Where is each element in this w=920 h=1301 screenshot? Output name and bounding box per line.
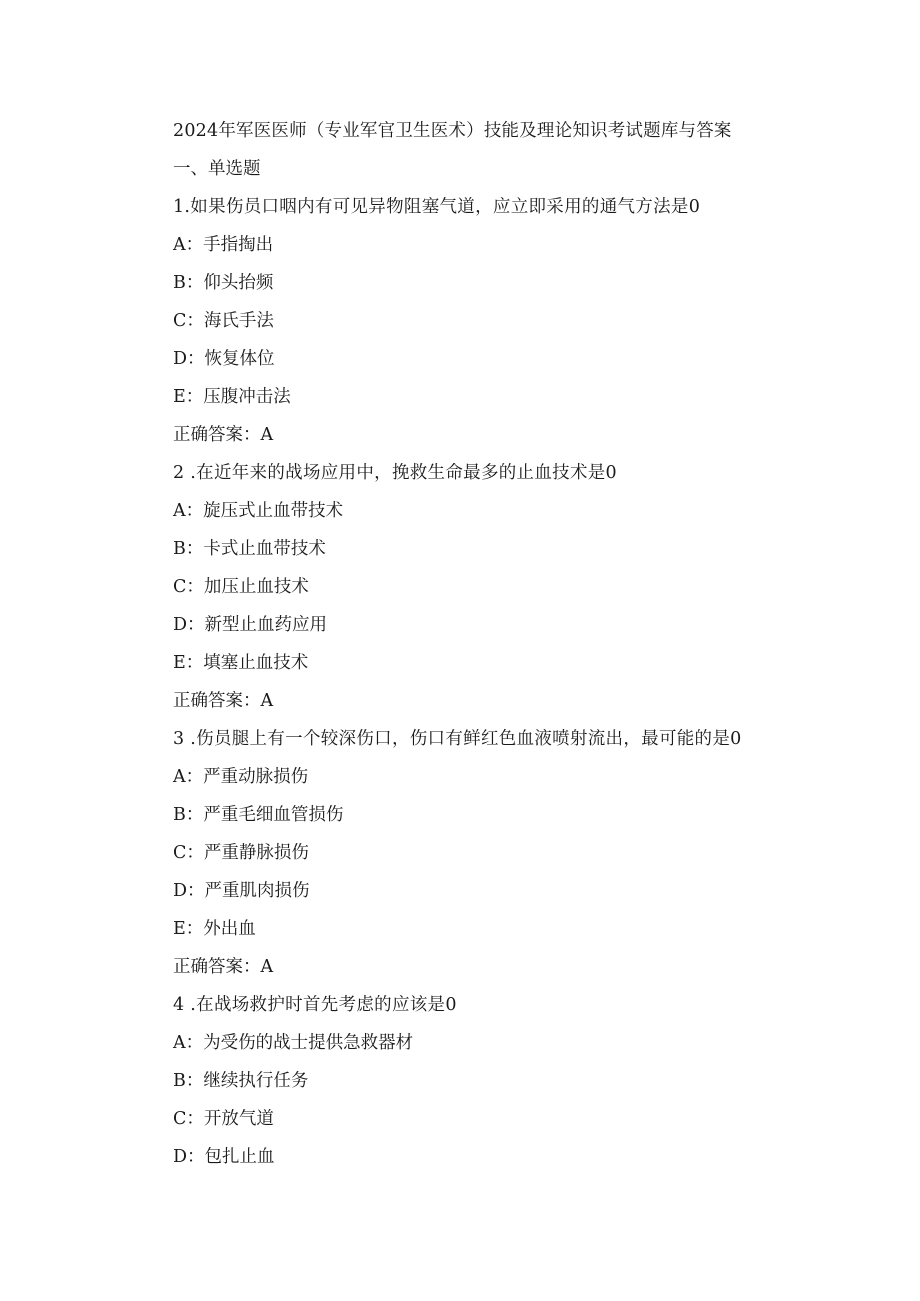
answer-option: B：严重毛细血管损伤 — [173, 805, 344, 825]
answer-option: C：加压止血技术 — [173, 577, 309, 597]
answer-option: B：仰头抬频 — [173, 273, 274, 293]
answer-option: A：旋压式止血带技术 — [173, 501, 344, 521]
question-stem: 1.如果伤员口咽内有可见异物阻塞气道，应立即采用的通气方法是0 — [173, 197, 701, 217]
answer-option: D：严重肌肉损伤 — [173, 881, 310, 901]
correct-answer: 正确答案：A — [173, 957, 274, 977]
question-stem: 4 .在战场救护时首先考虑的应该是0 — [173, 995, 457, 1015]
answer-option: E：压腹冲击法 — [173, 387, 291, 407]
answer-option: D：包扎止血 — [173, 1147, 275, 1167]
question-list — [173, 195, 893, 1183]
answer-option: A：为受伤的战士提供急救器材 — [173, 1033, 414, 1053]
correct-answer: 正确答案：A — [173, 425, 274, 445]
answer-option: E：填塞止血技术 — [173, 653, 309, 673]
answer-option: C：严重静脉损伤 — [173, 843, 309, 863]
answer-option: C：开放气道 — [173, 1109, 274, 1129]
question-stem: 3 .伤员腿上有一个较深伤口，伤口有鲜红色血液喷射流出，最可能的是0 — [173, 729, 742, 749]
answer-option: D：恢复体位 — [173, 349, 275, 369]
answer-option: D：新型止血药应用 — [173, 615, 328, 635]
answer-option: A：严重动脉损伤 — [173, 767, 309, 787]
answer-option: E：外出血 — [173, 919, 256, 939]
answer-option: B：卡式止血带技术 — [173, 539, 326, 559]
correct-answer: 正确答案：A — [173, 691, 274, 711]
question-stem: 2 .在近年来的战场应用中，挽救生命最多的止血技术是0 — [173, 463, 617, 483]
answer-option: B：继续执行任务 — [173, 1071, 309, 1091]
answer-option: A：手指掏出 — [173, 235, 274, 255]
document-title: 2024年军医医师（专业军官卫生医术）技能及理论知识考试题库与答案 — [173, 121, 732, 141]
answer-option: C：海氏手法 — [173, 311, 274, 331]
section-heading: 一、单选题 — [173, 159, 261, 179]
